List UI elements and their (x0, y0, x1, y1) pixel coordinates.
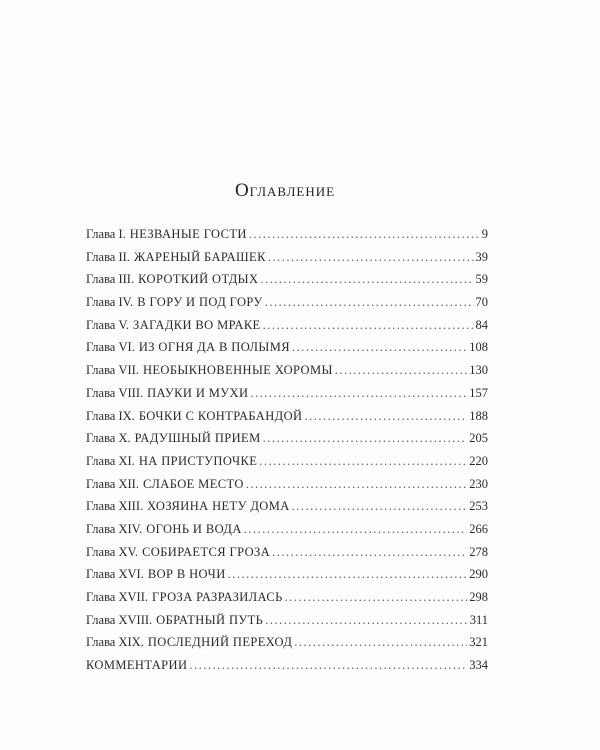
toc-page-number: 108 (469, 340, 488, 355)
toc-dot-leader (265, 291, 474, 314)
toc-entry (86, 609, 488, 632)
toc-page-number: 278 (469, 544, 488, 559)
toc-dot-leader (259, 450, 467, 473)
toc-page-number: 220 (469, 453, 488, 468)
toc-dot-leader (294, 631, 467, 654)
toc-page-number: 253 (469, 499, 488, 514)
toc-chapter-number: Глава IV. (86, 295, 134, 310)
toc-dot-leader (244, 518, 467, 541)
toc-chapter-title: ЖАРЕНЫЙ БАРАШЕК (133, 249, 266, 264)
toc-chapter-number: Глава XIII. (86, 499, 144, 514)
toc-entry (86, 359, 488, 382)
toc-chapter-number: Глава III. (86, 272, 135, 287)
toc-page-number: 334 (469, 658, 488, 673)
toc-entry (86, 223, 488, 246)
toc-chapter-title: КОРОТКИЙ ОТДЫХ (138, 272, 259, 287)
toc-entry (86, 336, 488, 359)
toc-dot-leader (292, 336, 467, 359)
toc-page-number: 230 (469, 476, 488, 491)
toc-chapter-number: Глава VII. (86, 363, 139, 378)
toc-page-number: 290 (469, 567, 488, 582)
toc-dot-leader (260, 268, 473, 291)
toc-chapter-number: Глава XVIII. (86, 612, 153, 627)
toc-entry (86, 541, 488, 564)
toc-entry (86, 450, 488, 473)
table-of-contents (86, 223, 488, 677)
toc-chapter-title: РАДУШНЫЙ ПРИЕМ (134, 431, 261, 446)
toc-chapter-title: СОБИРАЕТСЯ ГРОЗА (142, 544, 271, 559)
toc-dot-leader (249, 223, 480, 246)
toc-chapter-title: ОГОНЬ И ВОДА (146, 521, 242, 536)
toc-entry (86, 246, 488, 269)
toc-chapter-title: ВОР В НОЧИ (147, 567, 226, 582)
page-title: Оглавление (234, 180, 336, 201)
toc-chapter-number: Глава VI. (86, 340, 135, 355)
toc-entry (86, 427, 488, 450)
toc-dot-leader (228, 563, 468, 586)
toc-page-number: 39 (475, 249, 488, 264)
toc-page-number: 311 (469, 612, 488, 627)
toc-entry (86, 382, 488, 405)
toc-chapter-title: СЛАБОЕ МЕСТО (142, 476, 244, 491)
toc-chapter-number: Глава V. (86, 317, 130, 332)
toc-chapter-number: Глава XII. (86, 476, 139, 491)
toc-entry (86, 291, 488, 314)
toc-dot-leader (285, 586, 468, 609)
toc-chapter-title: ЗАГАДКИ ВО МРАКЕ (133, 317, 261, 332)
toc-dot-leader (272, 541, 467, 564)
toc-chapter-number: Глава XI. (86, 453, 135, 468)
toc-chapter-number: Глава VIII. (86, 385, 144, 400)
toc-page-number: 59 (475, 272, 488, 287)
toc-dot-leader (335, 359, 467, 382)
toc-page-number: 321 (469, 635, 488, 650)
toc-chapter-title: НЕЗВАНЫЕ ГОСТИ (129, 227, 247, 241)
toc-dot-leader (265, 609, 467, 632)
toc-page-number: 130 (469, 363, 488, 378)
toc-chapter-title: ГРОЗА РАЗРАЗИЛАСЬ (152, 590, 283, 604)
toc-dot-leader (263, 427, 468, 450)
toc-dot-leader (292, 495, 468, 518)
toc-chapter-number: Глава XVI. (86, 567, 144, 582)
toc-chapter-title: ПОСЛЕДНИЙ ПЕРЕХОД (147, 635, 293, 650)
toc-page-number: 205 (469, 431, 488, 446)
toc-page-number: 9 (481, 227, 488, 241)
toc-dot-leader (189, 654, 467, 677)
toc-dot-leader (268, 246, 474, 269)
toc-chapter-title: ХОЗЯИНА НЕТУ ДОМА (147, 499, 290, 514)
toc-chapter-number: Глава I. (86, 227, 126, 241)
toc-entry (86, 586, 488, 609)
toc-chapter-number: Глава X. (86, 431, 131, 446)
toc-page-number: 84 (475, 317, 488, 332)
toc-entry (86, 314, 488, 337)
toc-page-number: 266 (469, 521, 488, 536)
toc-entry (86, 473, 488, 496)
toc-chapter-title: ПАУКИ И МУХИ (147, 385, 249, 400)
toc-page-number: 157 (469, 385, 488, 400)
toc-chapter-title: В ГОРУ И ПОД ГОРУ (137, 295, 263, 310)
toc-page-number: 298 (469, 590, 488, 604)
toc-chapter-title: НЕОБЫКНОВЕННЫЕ ХОРОМЫ (142, 363, 333, 378)
toc-entry (86, 405, 488, 428)
toc-chapter-number: Глава XIX. (86, 635, 144, 650)
toc-dot-leader (304, 405, 467, 428)
toc-entry (86, 563, 488, 586)
toc-chapter-title: НА ПРИСТУПОЧКЕ (138, 453, 258, 468)
toc-chapter-title: БОЧКИ С КОНТРАБАНДОЙ (138, 408, 303, 423)
toc-chapter-number: Глава XVII. (86, 590, 148, 604)
toc-chapter-title: ОБРАТНЫЙ ПУТЬ (156, 612, 264, 627)
toc-dot-leader (250, 382, 467, 405)
toc-entry (86, 631, 488, 654)
toc-chapter-number: Глава IX. (86, 408, 135, 423)
toc-chapter-title: ИЗ ОГНЯ ДА В ПОЛЫМЯ (138, 340, 290, 355)
toc-chapter-number: Глава II. (86, 249, 130, 264)
toc-chapter-title: КОММЕНТАРИИ (86, 658, 188, 673)
toc-page-number: 188 (469, 408, 488, 423)
toc-dot-leader (263, 314, 474, 337)
toc-chapter-number: Глава XV. (86, 544, 139, 559)
toc-dot-leader (246, 473, 467, 496)
toc-chapter-number: Глава XIV. (86, 521, 143, 536)
toc-entry (86, 518, 488, 541)
toc-page-number: 70 (475, 295, 488, 310)
toc-entry (86, 495, 488, 518)
toc-entry (86, 654, 488, 677)
toc-entry (86, 268, 488, 291)
